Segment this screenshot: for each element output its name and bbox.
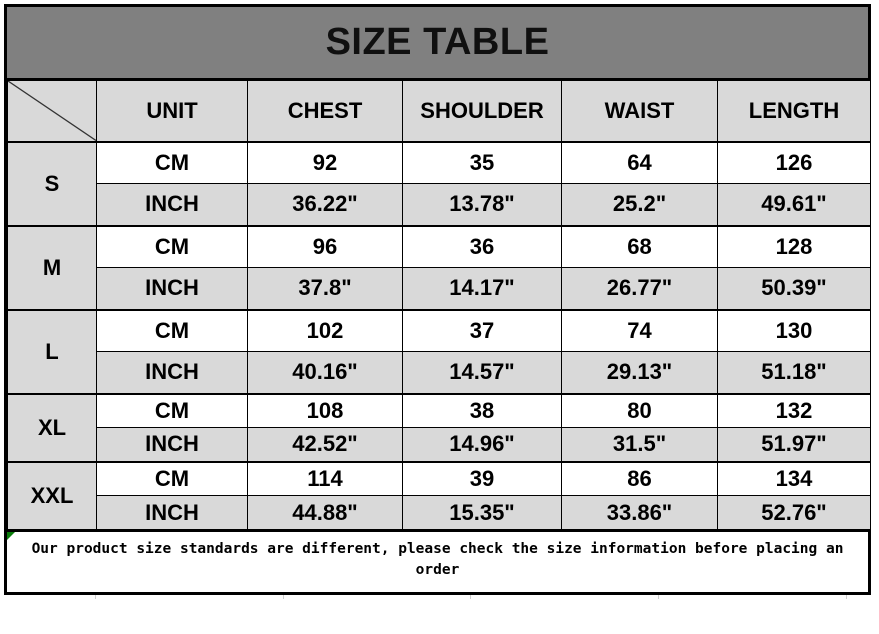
value-cell: 130 bbox=[718, 310, 871, 352]
value-cell: 80 bbox=[562, 394, 718, 428]
value-cell: 86 bbox=[562, 462, 718, 496]
size-label-s: S bbox=[8, 142, 97, 226]
diagonal-corner-cell bbox=[8, 81, 97, 142]
value-cell: 51.97" bbox=[718, 428, 871, 462]
size-label-l: L bbox=[8, 310, 97, 394]
value-cell: 114 bbox=[248, 462, 403, 496]
unit-label: CM bbox=[97, 310, 248, 352]
value-cell: 68 bbox=[562, 226, 718, 268]
value-cell: 29.13" bbox=[562, 352, 718, 394]
value-cell: 102 bbox=[248, 310, 403, 352]
value-cell: 13.78" bbox=[403, 184, 562, 226]
row-l-inch bbox=[8, 352, 871, 394]
value-cell: 36 bbox=[403, 226, 562, 268]
value-cell: 128 bbox=[718, 226, 871, 268]
row-m-inch bbox=[8, 268, 871, 310]
column-header-chest: CHEST bbox=[248, 81, 403, 142]
value-cell: 92 bbox=[248, 142, 403, 184]
header-row bbox=[8, 81, 871, 142]
value-cell: 52.76" bbox=[718, 496, 871, 530]
value-cell: 42.52" bbox=[248, 428, 403, 462]
row-xxl-inch bbox=[8, 496, 871, 530]
value-cell: 64 bbox=[562, 142, 718, 184]
value-cell: 108 bbox=[248, 394, 403, 428]
value-cell: 38 bbox=[403, 394, 562, 428]
value-cell: 74 bbox=[562, 310, 718, 352]
unit-label: INCH bbox=[97, 268, 248, 310]
footer-note-text: Our product size standards are different, please check the size information before placing an order bbox=[31, 540, 844, 578]
value-cell: 37 bbox=[403, 310, 562, 352]
page-title: SIZE TABLE bbox=[7, 7, 868, 80]
row-xl-inch bbox=[8, 428, 871, 462]
value-cell: 40.16" bbox=[248, 352, 403, 394]
value-cell: 50.39" bbox=[718, 268, 871, 310]
sheet-gridline-strip bbox=[0, 595, 879, 599]
value-cell: 25.2" bbox=[562, 184, 718, 226]
unit-label: CM bbox=[97, 226, 248, 268]
value-cell: 49.61" bbox=[718, 184, 871, 226]
size-label-m: M bbox=[8, 226, 97, 310]
column-header-shoulder: SHOULDER bbox=[403, 81, 562, 142]
value-cell: 36.22" bbox=[248, 184, 403, 226]
value-cell: 14.57" bbox=[403, 352, 562, 394]
unit-label: INCH bbox=[97, 428, 248, 462]
value-cell: 39 bbox=[403, 462, 562, 496]
size-table bbox=[7, 80, 871, 530]
row-xl-cm bbox=[8, 394, 871, 428]
row-m-cm bbox=[8, 226, 871, 268]
unit-label: INCH bbox=[97, 352, 248, 394]
value-cell: 126 bbox=[718, 142, 871, 184]
unit-label: CM bbox=[97, 394, 248, 428]
value-cell: 26.77" bbox=[562, 268, 718, 310]
row-s-cm bbox=[8, 142, 871, 184]
value-cell: 35 bbox=[403, 142, 562, 184]
row-s-inch bbox=[8, 184, 871, 226]
column-header-length: LENGTH bbox=[718, 81, 871, 142]
value-cell: 31.5" bbox=[562, 428, 718, 462]
unit-label: INCH bbox=[97, 496, 248, 530]
size-label-xxl: XXL bbox=[8, 462, 97, 530]
value-cell: 96 bbox=[248, 226, 403, 268]
unit-label: INCH bbox=[97, 184, 248, 226]
size-label-xl: XL bbox=[8, 394, 97, 462]
value-cell: 14.17" bbox=[403, 268, 562, 310]
row-xxl-cm bbox=[8, 462, 871, 496]
row-l-cm bbox=[8, 310, 871, 352]
value-cell: 44.88" bbox=[248, 496, 403, 530]
unit-label: CM bbox=[97, 142, 248, 184]
value-cell: 15.35" bbox=[403, 496, 562, 530]
column-header-unit: UNIT bbox=[97, 81, 248, 142]
value-cell: 37.8" bbox=[248, 268, 403, 310]
unit-label: CM bbox=[97, 462, 248, 496]
footer-note bbox=[7, 530, 868, 592]
diagonal-divider-icon bbox=[8, 81, 96, 141]
value-cell: 14.96" bbox=[403, 428, 562, 462]
value-cell: 132 bbox=[718, 394, 871, 428]
column-header-waist: WAIST bbox=[562, 81, 718, 142]
green-corner-marker-icon bbox=[7, 532, 15, 540]
value-cell: 51.18" bbox=[718, 352, 871, 394]
value-cell: 134 bbox=[718, 462, 871, 496]
size-table-sheet bbox=[4, 4, 871, 595]
value-cell: 33.86" bbox=[562, 496, 718, 530]
